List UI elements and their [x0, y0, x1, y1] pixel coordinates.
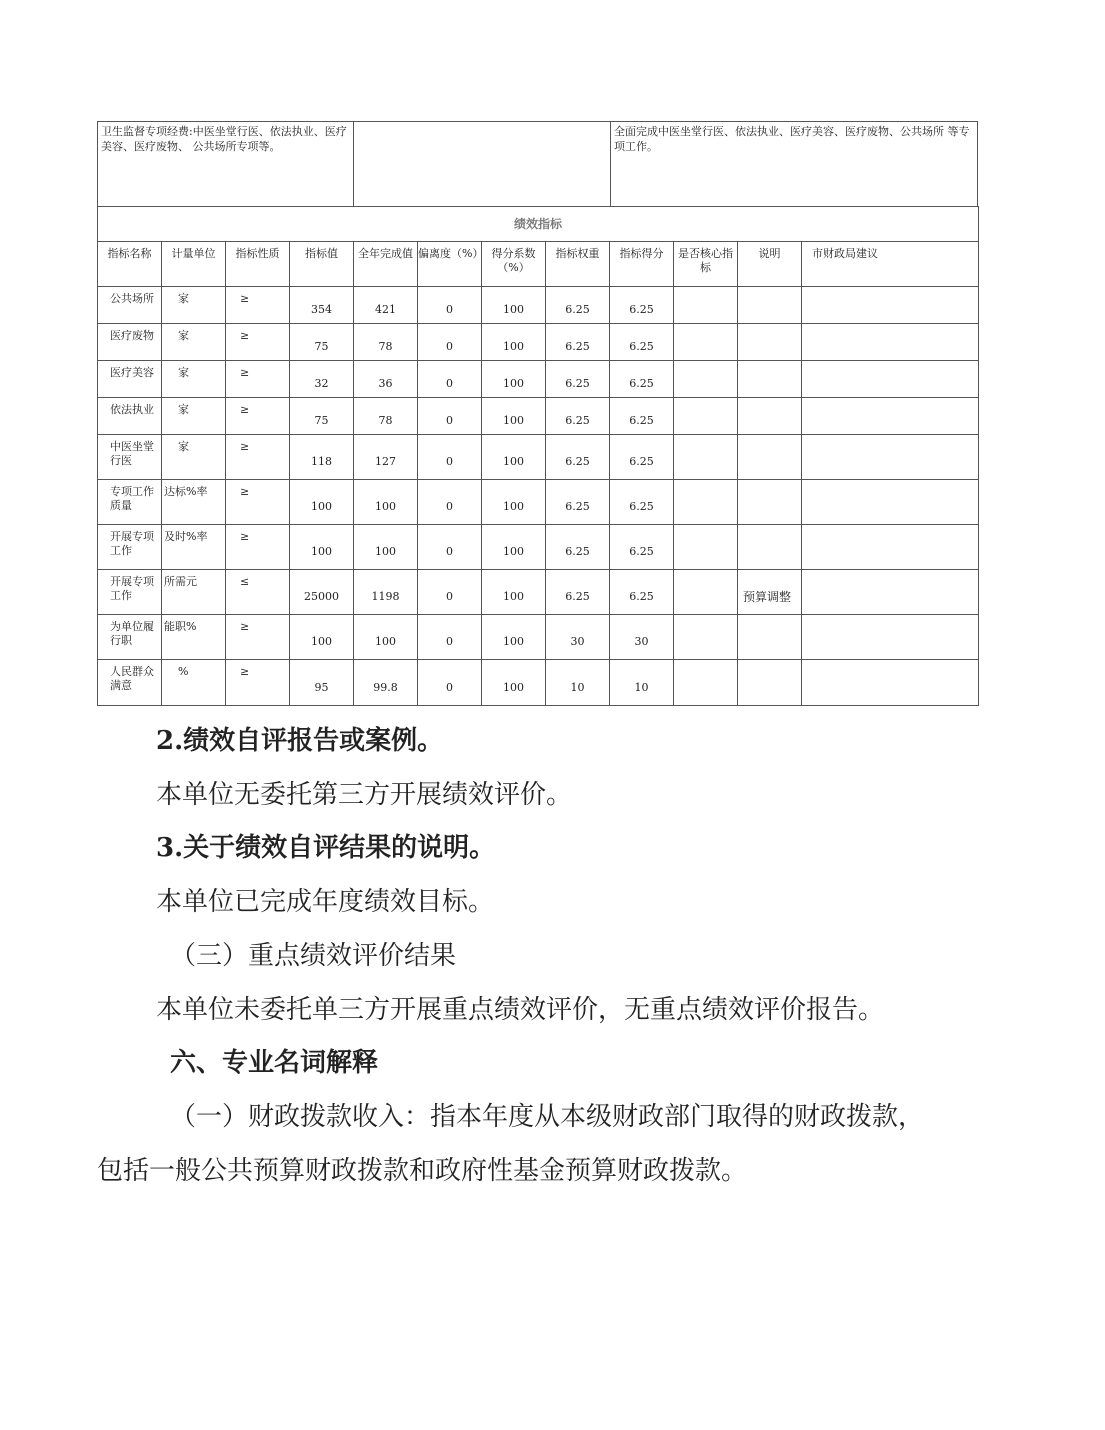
- cell-op: ≥: [226, 287, 290, 324]
- cell-note: [738, 480, 802, 525]
- cell-actual: 100: [354, 525, 418, 570]
- cell-score: 6.25: [610, 480, 674, 525]
- cell-op: ≥: [226, 435, 290, 480]
- cell-advice: [802, 660, 979, 706]
- definition-1-line-1: （一）财政拨款收入：指本年度从本级财政部门取得的财政拨款，: [170, 1102, 925, 1132]
- cell-actual: 36: [354, 361, 418, 398]
- cell-weight: 30: [546, 615, 610, 660]
- table-row: [98, 660, 979, 706]
- cell-core: [674, 525, 738, 570]
- cell-actual: 78: [354, 324, 418, 361]
- column-header: 指标得分: [610, 242, 674, 287]
- cell-name: 医疗美容: [98, 361, 162, 398]
- table-row: [98, 398, 979, 435]
- cell-op: ≥: [226, 361, 290, 398]
- cell-name: 开展专项工作: [98, 570, 162, 615]
- cell-core: [674, 660, 738, 706]
- cell-target: 118: [290, 435, 354, 480]
- cell-weight: 6.25: [546, 525, 610, 570]
- cell-deviation: 0: [418, 287, 482, 324]
- cell-weight: 6.25: [546, 287, 610, 324]
- cell-core: [674, 324, 738, 361]
- cell-name: 医疗废物: [98, 324, 162, 361]
- key-evaluation-paragraph: 本单位未委托单三方开展重点绩效评价，无重点绩效评价报告。: [156, 995, 885, 1025]
- table-row: [98, 570, 979, 615]
- cell-name: 中医坐堂行医: [98, 435, 162, 480]
- column-header: 指标值: [290, 242, 354, 287]
- cell-op: ≤: [226, 570, 290, 615]
- cell-core: [674, 398, 738, 435]
- cell-unit: 家: [162, 287, 226, 324]
- column-header: 偏离度（%）: [418, 242, 482, 287]
- cell-unit: %: [162, 660, 226, 706]
- project-summary-box: [97, 121, 978, 207]
- cell-advice: [802, 480, 979, 525]
- section-2-heading: 2.绩效自评报告或案例。: [156, 726, 444, 756]
- cell-unit: 家: [162, 324, 226, 361]
- cell-deviation: 0: [418, 660, 482, 706]
- cell-deviation: 0: [418, 525, 482, 570]
- project-middle-cell: [354, 122, 611, 206]
- column-header: 说明: [738, 242, 802, 287]
- cell-target: 75: [290, 324, 354, 361]
- glossary-heading: 六、专业名词解释: [170, 1048, 379, 1078]
- cell-note: [738, 398, 802, 435]
- cell-score: 30: [610, 615, 674, 660]
- cell-actual: 100: [354, 615, 418, 660]
- cell-core: [674, 480, 738, 525]
- cell-target: 100: [290, 480, 354, 525]
- cell-weight: 6.25: [546, 480, 610, 525]
- key-evaluation-heading: （三）重点绩效评价结果: [170, 941, 457, 971]
- indicators-title: 绩效指标: [98, 207, 979, 242]
- cell-unit: 能职%: [162, 615, 226, 660]
- indicators-title-row: [98, 207, 979, 242]
- column-header: 得分系数（%）: [482, 242, 546, 287]
- cell-op: ≥: [226, 660, 290, 706]
- cell-name: 为单位履行职: [98, 615, 162, 660]
- cell-score: 6.25: [610, 435, 674, 480]
- cell-coef: 100: [482, 398, 546, 435]
- cell-target: 95: [290, 660, 354, 706]
- table-row: [98, 480, 979, 525]
- cell-core: [674, 361, 738, 398]
- cell-note: [738, 525, 802, 570]
- table-row: [98, 435, 979, 480]
- cell-deviation: 0: [418, 570, 482, 615]
- cell-note: 预算调整: [738, 570, 802, 615]
- cell-actual: 127: [354, 435, 418, 480]
- table-row: [98, 287, 979, 324]
- performance-indicator-table: [97, 206, 979, 706]
- cell-op: ≥: [226, 480, 290, 525]
- cell-op: ≥: [226, 525, 290, 570]
- cell-op: ≥: [226, 615, 290, 660]
- cell-target: 100: [290, 615, 354, 660]
- cell-actual: 1198: [354, 570, 418, 615]
- cell-advice: [802, 361, 979, 398]
- cell-core: [674, 287, 738, 324]
- cell-actual: 421: [354, 287, 418, 324]
- cell-deviation: 0: [418, 480, 482, 525]
- cell-score: 6.25: [610, 398, 674, 435]
- definition-1-line-2: 包括一般公共预算财政拨款和政府性基金预算财政拨款。: [97, 1156, 748, 1186]
- cell-note: [738, 324, 802, 361]
- section-3-paragraph: 本单位已完成年度绩效目标。: [156, 887, 495, 917]
- cell-coef: 100: [482, 435, 546, 480]
- cell-name: 依法执业: [98, 398, 162, 435]
- cell-unit: 所需元: [162, 570, 226, 615]
- cell-weight: 6.25: [546, 435, 610, 480]
- cell-score: 10: [610, 660, 674, 706]
- cell-target: 25000: [290, 570, 354, 615]
- cell-actual: 99.8: [354, 660, 418, 706]
- column-header: 全年完成值: [354, 242, 418, 287]
- cell-weight: 6.25: [546, 361, 610, 398]
- cell-unit: 达标%率: [162, 480, 226, 525]
- column-header: 计量单位: [162, 242, 226, 287]
- cell-weight: 6.25: [546, 324, 610, 361]
- cell-score: 6.25: [610, 287, 674, 324]
- cell-core: [674, 570, 738, 615]
- cell-coef: 100: [482, 287, 546, 324]
- cell-unit: 家: [162, 398, 226, 435]
- cell-note: [738, 287, 802, 324]
- cell-target: 32: [290, 361, 354, 398]
- cell-advice: [802, 324, 979, 361]
- cell-coef: 100: [482, 480, 546, 525]
- project-goal-cell: 全面完成中医坐堂行医、依法执业、医疗美容、医疗废物、公共场所 等专项工作。: [614, 125, 970, 153]
- section-2-paragraph: 本单位无委托第三方开展绩效评价。: [156, 780, 573, 810]
- cell-weight: 10: [546, 660, 610, 706]
- cell-note: [738, 361, 802, 398]
- cell-unit: 及时%率: [162, 525, 226, 570]
- cell-actual: 100: [354, 480, 418, 525]
- cell-score: 6.25: [610, 570, 674, 615]
- cell-op: ≥: [226, 398, 290, 435]
- table-row: [98, 324, 979, 361]
- column-header: 市财政局建议: [802, 242, 979, 287]
- cell-score: 6.25: [610, 324, 674, 361]
- cell-core: [674, 615, 738, 660]
- cell-advice: [802, 435, 979, 480]
- cell-core: [674, 435, 738, 480]
- table-row: [98, 361, 979, 398]
- cell-deviation: 0: [418, 324, 482, 361]
- header-row: [98, 242, 979, 287]
- table-row: [98, 525, 979, 570]
- cell-name: 公共场所: [98, 287, 162, 324]
- column-header: 是否核心指标: [674, 242, 738, 287]
- cell-actual: 78: [354, 398, 418, 435]
- cell-weight: 6.25: [546, 398, 610, 435]
- cell-score: 6.25: [610, 525, 674, 570]
- cell-note: [738, 660, 802, 706]
- cell-note: [738, 435, 802, 480]
- cell-advice: [802, 615, 979, 660]
- cell-op: ≥: [226, 324, 290, 361]
- column-header: 指标权重: [546, 242, 610, 287]
- cell-advice: [802, 570, 979, 615]
- cell-deviation: 0: [418, 615, 482, 660]
- cell-coef: 100: [482, 570, 546, 615]
- cell-coef: 100: [482, 660, 546, 706]
- cell-advice: [802, 398, 979, 435]
- cell-deviation: 0: [418, 435, 482, 480]
- table-row: [98, 615, 979, 660]
- project-content-cell: 卫生监督专项经费:中医坐堂行医、依法执业、医疗美容、医疗废物、 公共场所专项等。: [98, 122, 354, 206]
- cell-coef: 100: [482, 361, 546, 398]
- cell-target: 354: [290, 287, 354, 324]
- cell-score: 6.25: [610, 361, 674, 398]
- cell-unit: 家: [162, 435, 226, 480]
- column-header: 指标名称: [98, 242, 162, 287]
- column-header: 指标性质: [226, 242, 290, 287]
- cell-name: 人民群众满意: [98, 660, 162, 706]
- cell-coef: 100: [482, 615, 546, 660]
- cell-target: 75: [290, 398, 354, 435]
- cell-coef: 100: [482, 324, 546, 361]
- cell-advice: [802, 525, 979, 570]
- cell-name: 开展专项工作: [98, 525, 162, 570]
- cell-coef: 100: [482, 525, 546, 570]
- cell-deviation: 0: [418, 398, 482, 435]
- cell-name: 专项工作质量: [98, 480, 162, 525]
- section-3-heading: 3.关于绩效自评结果的说明。: [156, 833, 496, 863]
- cell-weight: 6.25: [546, 570, 610, 615]
- cell-deviation: 0: [418, 361, 482, 398]
- cell-advice: [802, 287, 979, 324]
- cell-unit: 家: [162, 361, 226, 398]
- cell-target: 100: [290, 525, 354, 570]
- cell-note: [738, 615, 802, 660]
